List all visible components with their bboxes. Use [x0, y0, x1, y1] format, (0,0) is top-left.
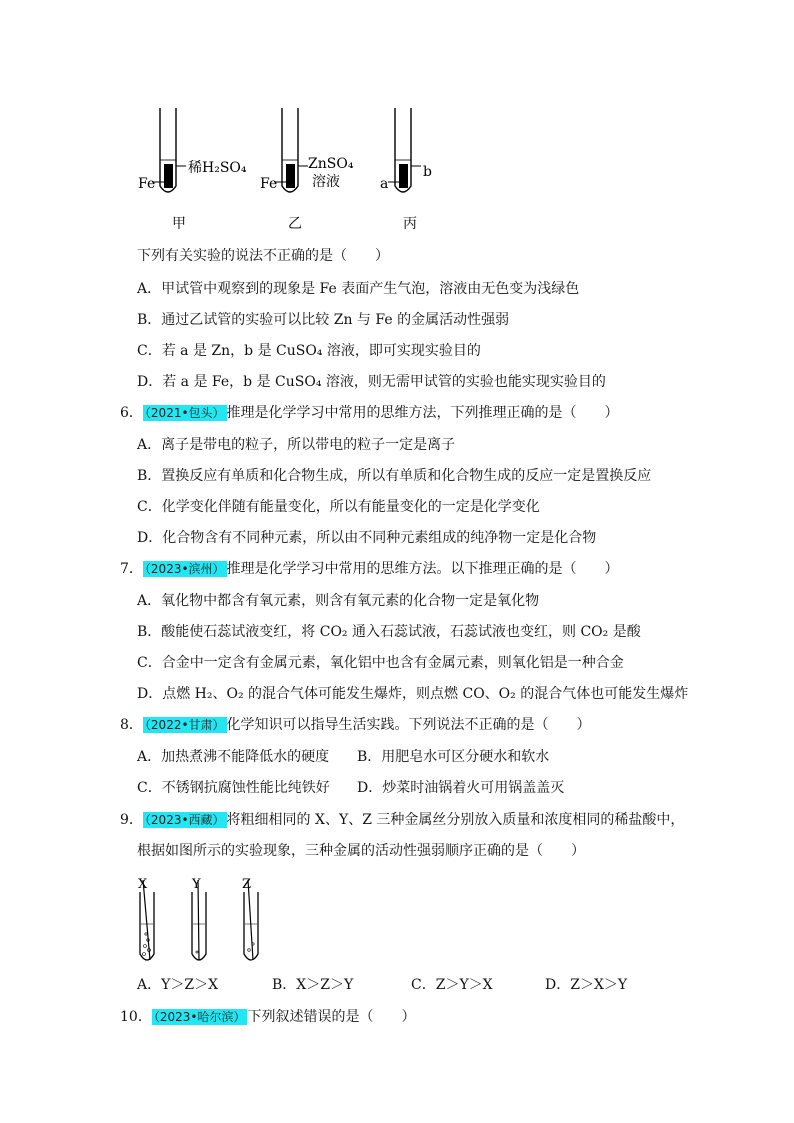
q5-option-c: C．若 a 是 Zn，b 是 CuSO₄ 溶液，即可实现实验目的 — [137, 343, 481, 359]
tube-y-label: Y — [192, 877, 201, 892]
q9-option-a: A．Y＞Z＞X — [137, 977, 219, 993]
q8-stem: 化学知识可以指导生活实践。下列说法不正确的是（ ） — [226, 717, 591, 733]
q5-option-a: A．甲试管中观察到的现象是 Fe 表面产生气泡，溶液由无色变为浅绿色 — [137, 281, 580, 297]
q7-option-c: C．合金中一定含有金属元素，氧化铝中也含有金属元素，则氧化铝是一种合金 — [137, 655, 624, 671]
q5-stem: 下列有关实验的说法不正确的是（ ） — [137, 248, 389, 264]
q6-option-b: B．置换反应有单质和化合物生成，所以有单质和化合物生成的反应一定是置换反应 — [137, 468, 652, 484]
tube-jia — [138, 108, 247, 232]
tube-y — [191, 877, 206, 960]
q7-option-a: A．氧化物中都含有氧元素，则含有氧元素的化合物一定是氧化物 — [137, 593, 540, 609]
tube-z — [242, 877, 258, 960]
q9-source-tag: （2023•西藏） — [144, 813, 225, 827]
yi-solution-2: 溶液 — [312, 174, 340, 190]
jia-caption: 甲 — [172, 216, 186, 232]
q9-option-c: C．Z＞Y＞X — [411, 977, 493, 993]
test-tube-figure — [130, 100, 460, 235]
q6-stem: 推理是化学学习中常用的思维方法，下列推理正确的是（ ） — [226, 405, 619, 421]
tube-z-label: Z — [242, 877, 252, 892]
q8-number: 8． — [120, 717, 143, 733]
q5-option-b: B．通过乙试管的实验可以比较 Zn 与 Fe 的金属活动性强弱 — [137, 312, 510, 328]
q8-header — [120, 716, 591, 734]
q6-option-d: D．化合物含有不同种元素，所以由不同种元素组成的纯净物一定是化合物 — [137, 530, 597, 546]
q6-option-a: A．离子是带电的粒子，所以带电的粒子一定是离子 — [137, 437, 456, 453]
q8-option-d: D．炒菜时油锅着火可用锅盖盖灭 — [357, 780, 565, 796]
q6-option-c: C．化学变化伴随有能量变化，所以有能量变化的一定是化学变化 — [137, 499, 540, 515]
q7-source-tag: （2023•滨州） — [144, 562, 225, 576]
q9-stem: 将粗细相同的 X、Y、Z 三种金属丝分别放入质量和浓度相同的稀盐酸中， — [226, 812, 685, 828]
yi-solution-1: ZnSO₄ — [308, 156, 354, 172]
tube-bing — [380, 108, 432, 232]
q8-option-c: C．不锈钢抗腐蚀性能比纯铁好 — [137, 780, 330, 796]
q10-source-tag: （2023•哈尔滨） — [153, 1010, 246, 1024]
q5-option-d: D．若 a 是 Fe，b 是 CuSO₄ 溶液，则无需甲试管的实验也能实现实验目的 — [137, 374, 606, 390]
bing-a: a — [380, 176, 389, 192]
bing-b: b — [423, 164, 432, 180]
jia-metal: Fe — [138, 176, 156, 192]
q7-stem: 推理是化学学习中常用的思维方法。以下推理正确的是（ ） — [226, 561, 619, 577]
metal-wire-figure — [132, 876, 272, 968]
q6-source-tag: （2021•包头） — [144, 406, 225, 420]
tube-x-label: X — [138, 877, 148, 892]
q6-number: 6． — [120, 405, 143, 421]
bing-caption: 丙 — [403, 216, 417, 232]
q9-stem-2: 根据如图所示的实验现象，三种金属的活动性强弱顺序正确的是（ ） — [137, 843, 585, 859]
q7-header — [120, 560, 619, 578]
yi-caption: 乙 — [288, 216, 302, 232]
q6-header — [120, 404, 619, 422]
q8-option-b: B．用肥皂水可区分硬水和软水 — [357, 749, 550, 765]
q10-header — [120, 1008, 415, 1026]
yi-metal: Fe — [260, 176, 278, 192]
q9-option-d: D．Z＞X＞Y — [545, 977, 628, 993]
tube-yi — [260, 108, 354, 232]
q8-source-tag: （2022•甘肃） — [144, 718, 225, 732]
q7-option-d: D．点燃 H₂、O₂ 的混合气体可能发生爆炸，则点燃 CO、O₂ 的混合气体也可能发生爆炸 — [137, 686, 689, 702]
tube-x — [138, 877, 154, 960]
q9-header — [120, 811, 684, 829]
q7-number: 7． — [120, 561, 143, 577]
q10-number: 10． — [120, 1009, 152, 1025]
q8-option-a: A．加热煮沸不能降低水的硬度 — [137, 749, 330, 765]
q9-option-b: B．X＞Z＞Y — [272, 977, 354, 993]
jia-solution: 稀H₂SO₄ — [188, 160, 247, 176]
q10-stem: 下列叙述错误的是（ ） — [247, 1009, 416, 1025]
q7-option-b: B．酸能使石蕊试液变红，将 CO₂ 通入石蕊试液，石蕊试液也变红，则 CO₂ 是酸 — [137, 624, 641, 640]
q9-number: 9． — [120, 812, 143, 828]
